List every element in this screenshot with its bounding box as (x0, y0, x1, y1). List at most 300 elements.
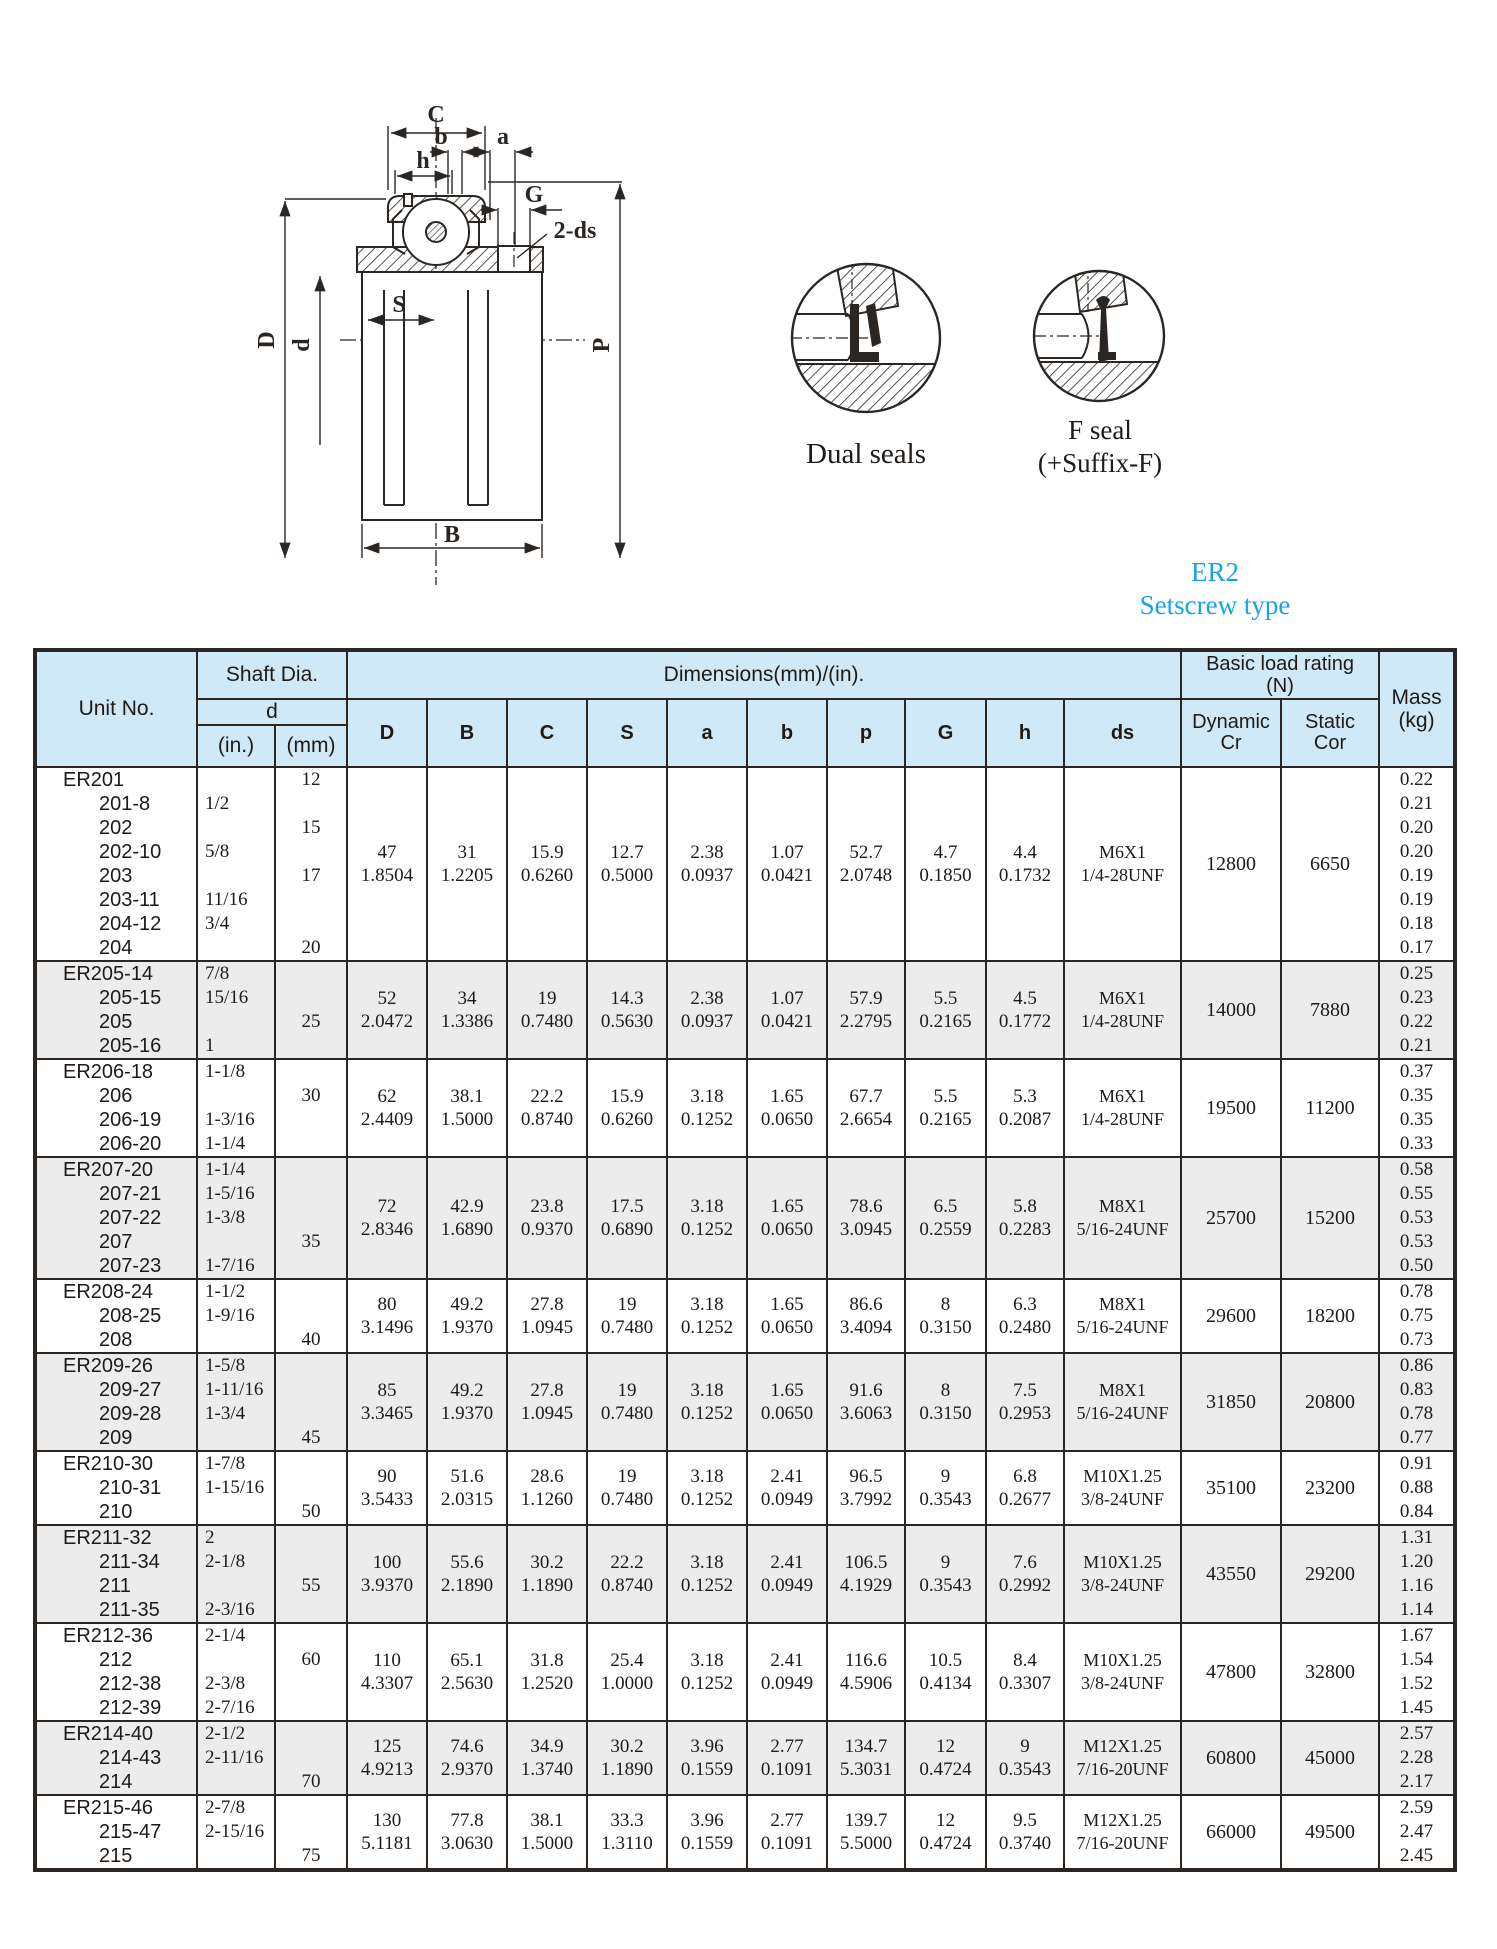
dim-B-mm: 49.2 (450, 1380, 484, 1401)
unit-no: 206 (99, 1085, 133, 1107)
dim-label-b: b (434, 124, 448, 150)
unit-no: 207 (99, 1231, 133, 1253)
dim-p-in: 3.0945 (839, 1219, 893, 1240)
dim-b (430, 150, 480, 194)
table-row (35, 1279, 1455, 1353)
dim-a-mm: 3.18 (690, 1466, 724, 1487)
f-seal-caption (1000, 414, 1200, 480)
dim-S-in: 0.7480 (600, 1317, 654, 1338)
header-col-ds: ds (1064, 699, 1181, 767)
shaft-dia-in (198, 1230, 274, 1254)
cell-mass (1379, 1721, 1455, 1795)
unit-no: 205-15 (99, 987, 162, 1009)
dim-h-in: 0.2480 (998, 1317, 1052, 1338)
shaft-dia-in (198, 1500, 274, 1524)
cell-dim-a (667, 1353, 747, 1451)
shaft-dia-in: 2-3/16 (205, 1599, 255, 1620)
unit-no: 210-31 (99, 1477, 162, 1499)
cell-dim-a (667, 1721, 747, 1795)
cell-dim-b (747, 767, 827, 961)
dim-p-in: 2.0748 (839, 865, 893, 886)
dim-ds-in: 3/8-24UNF (1081, 1575, 1165, 1595)
dim-B-in: 1.2205 (440, 865, 494, 886)
shaft-dia-in (198, 1426, 274, 1450)
dim-h-mm: 9 (1020, 1736, 1030, 1757)
dim-ds-in: 5/16-24UNF (1076, 1403, 1169, 1423)
cell-dim-D (347, 1721, 427, 1795)
dim-a-mm: 2.38 (690, 842, 724, 863)
cell-unit-no (35, 1795, 197, 1870)
shaft-dia-mm (276, 986, 346, 1010)
dim-D-mm: 52 (377, 988, 397, 1009)
cell-static-cor: 11200 (1281, 1059, 1379, 1157)
dim-G-mm: 5.5 (933, 1086, 958, 1107)
dim-p-in: 5.5000 (839, 1833, 893, 1854)
cell-dim-p (827, 1157, 905, 1279)
dim-p-mm: 57.9 (849, 988, 883, 1009)
cell-dim-ds (1064, 961, 1181, 1059)
mass-value: 2.45 (1399, 1845, 1434, 1866)
shaft-dia-mm (276, 1402, 346, 1426)
cell-dim-G (905, 1623, 986, 1721)
unit-no: ER207-20 (63, 1159, 154, 1181)
cell-dim-C (507, 1525, 587, 1623)
dim-ds-in: 7/16-20UNF (1076, 1759, 1169, 1779)
dual-seals-caption: Dual seals (806, 438, 926, 470)
cell-static-cor: 45000 (1281, 1721, 1379, 1795)
dim-G-in: 0.3543 (919, 1575, 972, 1596)
shaft-dia-in (198, 864, 274, 888)
mass-value: 0.50 (1399, 1255, 1434, 1276)
dim-p-in: 4.1929 (839, 1575, 893, 1596)
f-seal-detail (1034, 262, 1164, 404)
dim-G-mm: 9 (940, 1466, 951, 1487)
dim-D-mm: 47 (377, 842, 397, 863)
table-row (35, 767, 1455, 961)
dim-label-d: d (289, 338, 315, 352)
dim-S-in: 0.6890 (600, 1219, 654, 1240)
cell-dim-h (986, 1157, 1064, 1279)
table-row (35, 1721, 1455, 1795)
cell-shaft-dia-mm (275, 1451, 347, 1525)
shaft-dia-mm: 50 (301, 1501, 321, 1522)
dim-p-mm: 134.7 (844, 1736, 888, 1757)
cell-shaft-dia-in (197, 1795, 275, 1870)
dim-C-mm: 28.6 (530, 1466, 564, 1487)
dim-G-mm: 12 (936, 1810, 955, 1831)
dim-S-in: 1.3110 (601, 1833, 653, 1854)
dim-b-mm: 1.65 (770, 1196, 804, 1217)
dim-h-mm: 4.4 (1013, 842, 1037, 863)
cell-dim-D (347, 1353, 427, 1451)
dim-a-in: 0.1252 (680, 1575, 734, 1596)
dim-D-in: 2.4409 (360, 1109, 414, 1130)
header-col-B: B (427, 699, 507, 767)
dim-ds-mm: M10X1.25 (1083, 1552, 1162, 1572)
dim-h-in: 0.3740 (998, 1833, 1052, 1854)
cell-dim-C (507, 1157, 587, 1279)
dim-C-mm: 34.9 (530, 1736, 564, 1757)
cell-dim-S (587, 1353, 667, 1451)
cell-dim-B (427, 1279, 507, 1353)
unit-no: ER205-14 (63, 963, 154, 985)
shaft-dia-mm: 75 (301, 1845, 321, 1866)
unit-no: 214 (99, 1771, 133, 1793)
dim-b-in: 0.0650 (760, 1109, 814, 1130)
dim-p-mm: 96.5 (849, 1466, 883, 1487)
dim-ds-in: 3/8-24UNF (1081, 1673, 1165, 1693)
cell-dim-ds (1064, 1721, 1181, 1795)
cell-unit-no (35, 1157, 197, 1279)
sleeve (362, 272, 542, 520)
housing-section (792, 364, 940, 412)
dim-p-in: 5.3031 (839, 1759, 893, 1780)
dim-b-in: 0.0421 (760, 865, 814, 886)
shaft-dia-in: 2-1/4 (205, 1625, 246, 1646)
dim-ds-mm: M8X1 (1099, 1294, 1147, 1314)
ball-center-mark (426, 222, 446, 242)
cell-dim-a (667, 961, 747, 1059)
dim-D-mm: 130 (372, 1810, 402, 1831)
cell-dim-C (507, 1451, 587, 1525)
dim-C-in: 0.7480 (520, 1011, 574, 1032)
unit-no: 212-38 (99, 1673, 162, 1695)
dim-S-mm: 19 (617, 1466, 637, 1487)
unit-no: 205 (99, 1011, 133, 1033)
cell-mass (1379, 1623, 1455, 1721)
header-static-cor (1281, 699, 1379, 767)
dim-b-in: 0.1091 (760, 1833, 814, 1854)
shaft-dia-in (198, 1010, 274, 1034)
cell-dim-D (347, 1795, 427, 1870)
unit-no: 202-10 (99, 841, 162, 863)
dim-a-mm: 3.18 (690, 1196, 724, 1217)
series-title (1085, 556, 1345, 622)
unit-no: 215-47 (99, 1821, 162, 1843)
cell-dim-a (667, 1157, 747, 1279)
header-col-a: a (667, 699, 747, 767)
dim-a-in: 0.0937 (680, 1011, 734, 1032)
cell-dim-D (347, 767, 427, 961)
dim-p-in: 4.5906 (839, 1673, 893, 1694)
header-mass (1379, 650, 1455, 767)
dim-B-in: 2.1890 (440, 1575, 494, 1596)
shaft-dia-in: 1-1/2 (205, 1281, 246, 1302)
cell-dim-D (347, 1059, 427, 1157)
dim-a-in: 0.1252 (680, 1219, 734, 1240)
dim-D-mm: 72 (377, 1196, 397, 1217)
cell-dim-B (427, 1721, 507, 1795)
cell-dim-G (905, 1157, 986, 1279)
cell-mass (1379, 1795, 1455, 1870)
dim-b-in: 0.0421 (760, 1011, 814, 1032)
shaft-dia-in: 2-1/8 (205, 1551, 246, 1572)
dim-G-in: 0.1850 (919, 865, 972, 886)
dim-ds-mm: M8X1 (1099, 1380, 1147, 1400)
cell-shaft-dia-in (197, 1623, 275, 1721)
cell-dim-b (747, 1451, 827, 1525)
shaft-dia-in: 1 (205, 1035, 215, 1056)
dim-b-in: 0.0650 (760, 1219, 814, 1240)
cell-dim-C (507, 961, 587, 1059)
dim-h-mm: 6.3 (1013, 1294, 1037, 1315)
shaft-dia-mm (276, 1722, 346, 1746)
cell-unit-no (35, 1353, 197, 1451)
dim-G-in: 0.4724 (919, 1833, 972, 1854)
dim-label-2ds: 2-ds (553, 218, 597, 244)
dim-D-in: 3.1496 (360, 1317, 414, 1338)
shaft-dia-mm (276, 1254, 346, 1278)
table-row (35, 1623, 1455, 1721)
dynamic-label: Dynamic (1192, 711, 1270, 733)
dim-S-in: 0.7480 (600, 1403, 654, 1424)
dim-b-in: 0.1091 (760, 1759, 814, 1780)
dim-a-in: 0.1252 (680, 1489, 734, 1510)
cell-dim-p (827, 1059, 905, 1157)
shaft-dia-mm (276, 1746, 346, 1770)
cell-dim-D (347, 1451, 427, 1525)
dim-a-in: 0.1252 (680, 1109, 734, 1130)
dim-C-in: 1.1890 (520, 1575, 574, 1596)
dim-D-in: 2.8346 (360, 1219, 414, 1240)
dim-h-mm: 6.8 (1013, 1466, 1037, 1487)
cell-shaft-dia-in (197, 1451, 275, 1525)
cell-dim-C (507, 1353, 587, 1451)
cell-dynamic-cr: 66000 (1181, 1795, 1281, 1870)
mass-value: 2.17 (1399, 1771, 1434, 1792)
cell-shaft-dia-in (197, 1353, 275, 1451)
shaft-dia-in (198, 936, 274, 960)
cell-mass (1379, 767, 1455, 961)
dim-ds-mm: M6X1 (1099, 842, 1147, 862)
shaft-dia-in (198, 1328, 274, 1352)
cell-dim-p (827, 1795, 905, 1870)
series-name: ER2 (1190, 557, 1239, 587)
cell-shaft-dia-mm (275, 1059, 347, 1157)
dim-p-mm: 106.5 (844, 1552, 888, 1573)
dim-B-mm: 31 (457, 842, 477, 863)
dim-B-mm: 38.1 (450, 1086, 484, 1107)
dim-C-mm: 27.8 (530, 1380, 564, 1401)
mass-value: 0.22 (1399, 1011, 1434, 1032)
shaft-dia-in: 5/8 (205, 841, 230, 862)
cell-dim-a (667, 1525, 747, 1623)
cell-dim-B (427, 767, 507, 961)
shaft-dia-mm (276, 1672, 346, 1696)
dim-p-mm: 91.6 (849, 1380, 883, 1401)
f-seal-caption-line2: (+Suffix-F) (1037, 448, 1163, 478)
dim-h-in: 0.2283 (998, 1219, 1052, 1240)
cell-dim-ds (1064, 1451, 1181, 1525)
cell-unit-no (35, 1623, 197, 1721)
mass-value: 1.67 (1399, 1625, 1434, 1646)
table-row (35, 1059, 1455, 1157)
shaft-dia-mm (276, 1598, 346, 1622)
table-row (35, 1157, 1455, 1279)
dim-C-in: 1.0945 (520, 1403, 574, 1424)
unit-no: 202 (99, 817, 133, 839)
dim-S-mm: 19 (617, 1380, 637, 1401)
dim-B-in: 1.5000 (440, 1109, 494, 1130)
cell-dim-b (747, 1279, 827, 1353)
cell-dim-B (427, 1525, 507, 1623)
mass-unit: (kg) (1398, 709, 1435, 732)
cell-dim-a (667, 1059, 747, 1157)
dim-D-in: 3.9370 (360, 1575, 414, 1596)
dim-ds-in: 1/4-28UNF (1081, 1011, 1165, 1031)
dim-S-mm: 12.7 (610, 842, 644, 863)
header-col-G: G (905, 699, 986, 767)
mass-value: 0.75 (1399, 1305, 1434, 1326)
unit-no: 204 (99, 937, 133, 959)
bearing-drawing (0, 0, 1497, 645)
mass-value: 0.35 (1399, 1109, 1434, 1130)
dim-h-in: 0.1732 (998, 865, 1052, 886)
dim-label-C: C (427, 102, 445, 128)
dim-G-in: 0.4724 (919, 1759, 972, 1780)
dim-label-D: D (254, 331, 280, 349)
dim-a-mm: 2.38 (690, 988, 724, 1009)
cell-dim-h (986, 961, 1064, 1059)
cell-dim-b (747, 1157, 827, 1279)
shaft-dia-mm (276, 912, 346, 936)
dim-p-in: 3.6063 (839, 1403, 893, 1424)
shaft-dia-mm (276, 888, 346, 912)
cell-dim-G (905, 1721, 986, 1795)
dim-G-mm: 8 (940, 1294, 951, 1315)
unit-no: 215 (99, 1845, 133, 1867)
dim-G-in: 0.2165 (919, 1109, 972, 1130)
unit-no: 203 (99, 865, 133, 887)
dim-h-in: 0.1772 (998, 1011, 1052, 1032)
table-row (35, 961, 1455, 1059)
dim-b-mm: 1.65 (770, 1294, 804, 1315)
dim-B-in: 1.3386 (440, 1011, 494, 1032)
unit-no: ER210-30 (63, 1453, 154, 1475)
shaft-dia-mm (276, 962, 346, 986)
dim-b-mm: 2.77 (770, 1810, 804, 1831)
shaft-dia-mm: 70 (301, 1771, 321, 1792)
shaft-dia-mm (276, 792, 346, 816)
shaft-dia-mm (276, 840, 346, 864)
mass-value: 0.22 (1399, 769, 1434, 790)
dim-ds-mm: M12X1.25 (1083, 1810, 1162, 1830)
dim-C-mm: 30.2 (530, 1552, 564, 1573)
mass-value: 0.58 (1399, 1159, 1434, 1180)
dim-a-in: 0.1559 (680, 1833, 734, 1854)
dim-G-mm: 6.5 (933, 1196, 958, 1217)
cell-dynamic-cr: 60800 (1181, 1721, 1281, 1795)
cell-dim-B (427, 1059, 507, 1157)
dim-C-in: 0.6260 (520, 865, 574, 886)
cell-mass (1379, 1059, 1455, 1157)
cell-unit-no (35, 961, 197, 1059)
unit-no: ER214-40 (63, 1723, 154, 1745)
dim-D-mm: 62 (377, 1086, 397, 1107)
shaft-dia-mm (276, 1206, 346, 1230)
unit-no: 208 (99, 1329, 133, 1351)
shaft-dia-mm (276, 1624, 346, 1648)
dim-B-in: 2.9370 (440, 1759, 494, 1780)
cell-dim-h (986, 1059, 1064, 1157)
cell-dim-a (667, 1795, 747, 1870)
cell-dim-S (587, 767, 667, 961)
dim-p-mm: 139.7 (844, 1810, 888, 1831)
shaft-dia-in: 1-11/16 (205, 1379, 264, 1400)
cell-dim-p (827, 961, 905, 1059)
shaft-dia-in (198, 1844, 274, 1868)
dim-label-P: P (589, 337, 615, 353)
mass-value: 0.19 (1399, 865, 1434, 886)
dim-G-in: 0.2559 (919, 1219, 972, 1240)
shaft-dia-mm: 45 (301, 1427, 321, 1448)
dual-seals-detail (790, 258, 940, 412)
cell-dim-p (827, 1451, 905, 1525)
mass-value: 0.84 (1399, 1501, 1434, 1522)
shaft-dia-mm (276, 1378, 346, 1402)
shaft-dia-mm (276, 1304, 346, 1328)
shaft-dia-mm (276, 1696, 346, 1720)
cell-dim-b (747, 1353, 827, 1451)
dim-C-in: 1.5000 (520, 1833, 574, 1854)
mass-value: 0.20 (1399, 841, 1434, 862)
header-col-h: h (986, 699, 1064, 767)
unit-no: 214-43 (99, 1747, 162, 1769)
cell-dim-G (905, 1353, 986, 1451)
cell-dim-B (427, 1157, 507, 1279)
dim-B-mm: 77.8 (450, 1810, 484, 1831)
cell-unit-no (35, 1059, 197, 1157)
header-col-p: p (827, 699, 905, 767)
shaft-dia-mm (276, 1476, 346, 1500)
header-dynamic-cr (1181, 699, 1281, 767)
cell-dim-C (507, 767, 587, 961)
cell-dynamic-cr: 35100 (1181, 1451, 1281, 1525)
shaft-dia-mm (276, 1550, 346, 1574)
shaft-dia-in: 1-3/16 (205, 1109, 255, 1130)
dim-S-in: 1.1890 (600, 1759, 654, 1780)
unit-no: ER208-24 (63, 1281, 154, 1303)
cell-dim-b (747, 1795, 827, 1870)
cell-unit-no (35, 1451, 197, 1525)
table-row (35, 1795, 1455, 1870)
cell-shaft-dia-in (197, 1157, 275, 1279)
mass-value: 1.54 (1399, 1649, 1434, 1670)
dim-S-mm: 22.2 (610, 1552, 644, 1573)
cell-dim-S (587, 1451, 667, 1525)
cell-dim-a (667, 1451, 747, 1525)
unit-no: 208-25 (99, 1305, 162, 1327)
shaft-dia-in: 1-5/16 (205, 1183, 255, 1204)
dynamic-sub: Cr (1220, 732, 1242, 754)
dim-S-in: 0.6260 (600, 1109, 654, 1130)
dim-G-mm: 12 (936, 1736, 955, 1757)
series-type: Setscrew type (1139, 590, 1291, 620)
dim-p-in: 2.2795 (839, 1011, 893, 1032)
shaft-dia-mm: 15 (301, 817, 321, 838)
dim-b-in: 0.0650 (760, 1403, 814, 1424)
dim-p-mm: 52.7 (849, 842, 883, 863)
unit-no: 210 (99, 1501, 133, 1523)
shaft-dia-mm (276, 1158, 346, 1182)
cell-shaft-dia-in (197, 1059, 275, 1157)
cell-dim-C (507, 1721, 587, 1795)
shaft-dia-mm (276, 1452, 346, 1476)
cell-dynamic-cr: 19500 (1181, 1059, 1281, 1157)
dim-b-mm: 1.65 (770, 1086, 804, 1107)
table-row (35, 1451, 1455, 1525)
cell-dim-C (507, 1279, 587, 1353)
